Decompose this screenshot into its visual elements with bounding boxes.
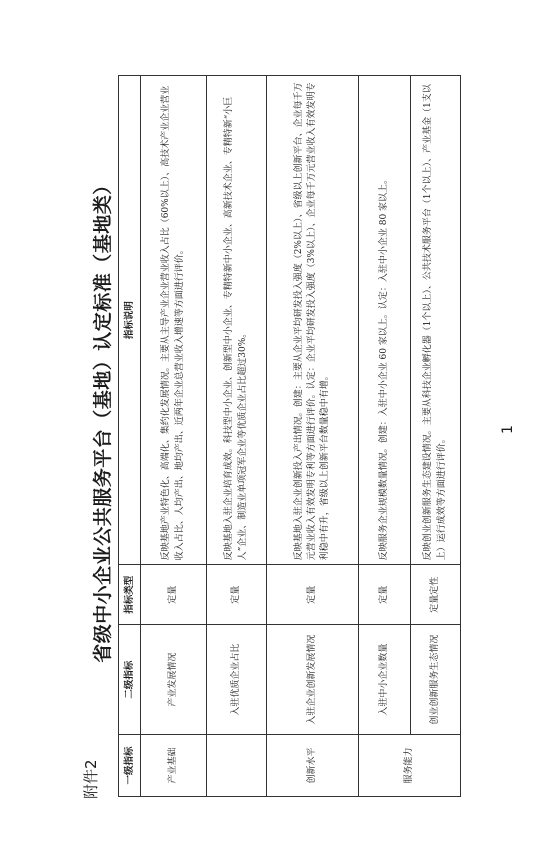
header-level2: 二级指标: [119, 625, 141, 735]
table-row: [359, 76, 411, 797]
description-cell: 反映基地入驻企业创新投入产出情况。创建：主要从企业平均研发投入强度（2%以上）、省级以上创新平台、企业每千万元营业收入有效发明专利等方面进行评价。认定：企业平均研发投入强度（3%以上）、企业每千万元营业收入有效发明专利稳中有升，省级以上创新平台数量稳中有增。: [267, 76, 359, 565]
document-title: 省级中小企业公共服务平台（基地）认定标准（基地类）: [92, 175, 114, 663]
type-cell: 定量: [141, 565, 207, 625]
header-description: 指标说明: [119, 76, 141, 565]
level2-cell: 入驻优质企业占比: [207, 625, 267, 735]
table-row: [267, 76, 359, 797]
description-cell: 反映基地入驻企业培育成效。科技型中小企业、创新型中小企业、专精特新中小企业、高新技术企业、专精特新“小巨人”企业、制造业单项冠军企业等优质企业占比超过30%。: [207, 76, 267, 565]
table-row: [411, 76, 461, 797]
type-cell: 定量定性: [411, 565, 461, 625]
level1-cell: 产业基础: [141, 735, 207, 797]
level2-cell: 入驻企业创新发展情况: [267, 625, 359, 735]
level1-cell: 创新水平: [267, 735, 359, 797]
level1-cell: [207, 735, 267, 797]
level1-cell: 服务能力: [359, 735, 461, 797]
criteria-table: [118, 75, 461, 797]
type-cell: 定量: [359, 565, 411, 625]
type-cell: 定量: [267, 565, 359, 625]
header-type: 指标类型: [119, 565, 141, 625]
table-header-row: [119, 76, 141, 797]
header-level1: 一级指标: [119, 735, 141, 797]
description-cell: 反映服务企业规模数量情况。创建：入驻中小企业 60 家以上。认定：入驻中小企业 80 家以上。: [359, 76, 411, 565]
type-cell: 定量: [207, 565, 267, 625]
table-row: [141, 76, 207, 797]
level2-cell: 创业创新服务生态情况: [411, 625, 461, 735]
attachment-label: 附件2: [82, 759, 100, 799]
level2-cell: 产业发展情况: [141, 625, 207, 735]
description-cell: 反映基地产业特色化、高端化、集约化发展情况。主要从主导产业企业营业收入占比（60%以上）、高技术产业企业营业收入占比、人均产出、地均产出、近两年企业总营业收入增速等方面进行评价。: [141, 76, 207, 565]
page-number: 1: [500, 425, 516, 434]
table-row: [207, 76, 267, 797]
level2-cell: 入驻中小企业数量: [359, 625, 411, 735]
description-cell: 反映创业创新服务生态建设情况。主要从科技企业孵化器（1个以上）、公共技术服务平台（1个以上）、产业基金（1支以上）运行成效等方面进行评价。: [411, 76, 461, 565]
